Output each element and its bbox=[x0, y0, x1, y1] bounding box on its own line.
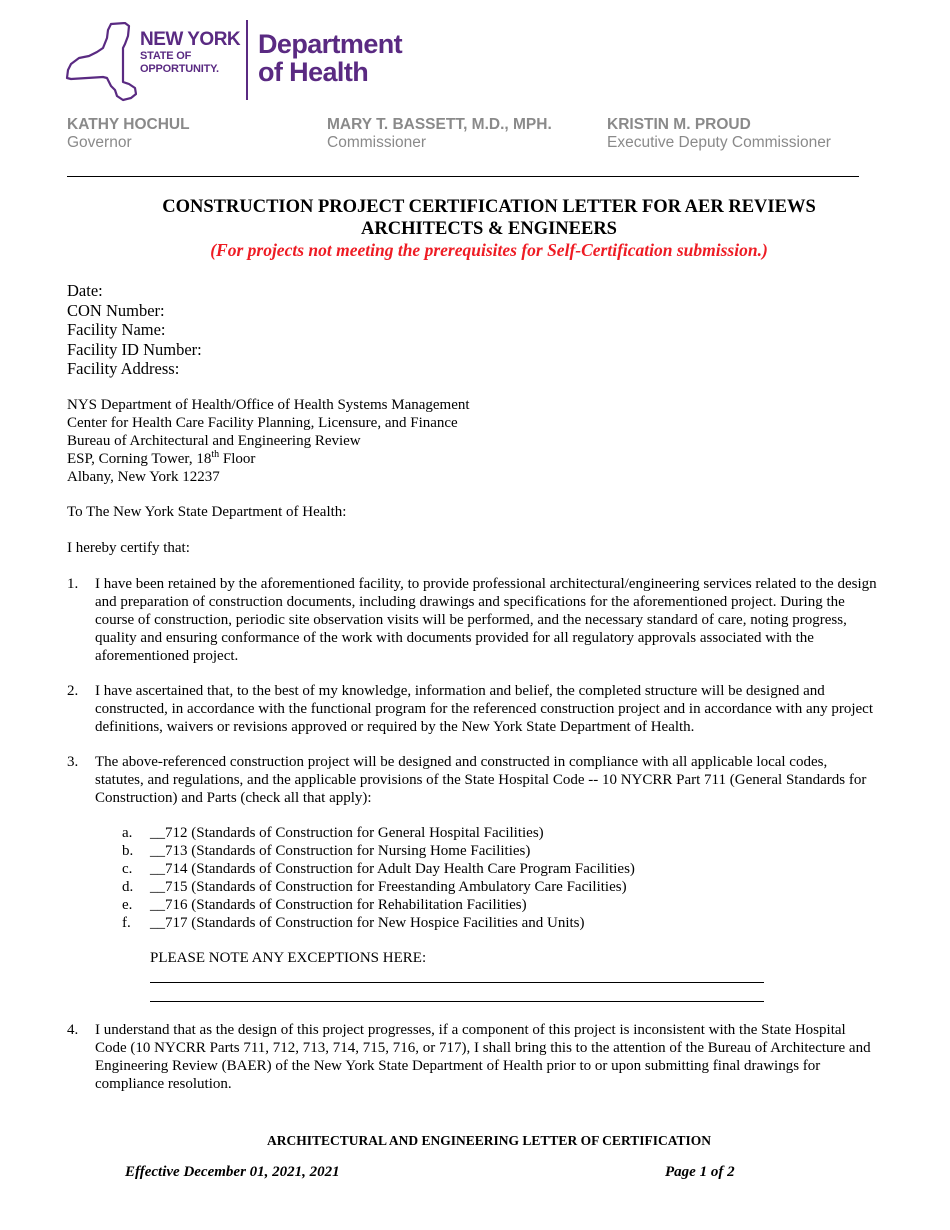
item-text: I have been retained by the aforementioned facility, to provide professional architectural/engineering services related to the design and preparation of construction documents, including drawings and specifications for the aforementioned project. During the course of construction, periodic site observation visits will be performed, and the necessary standard of care, noting progress, quality and ensuring conformance of the work with documents provided for all regulatory approvals associated with the aforementioned project. bbox=[95, 576, 877, 664]
checklist-item: d. __715 (Standards of Construction for Freestanding Ambulatory Care Facilities) bbox=[122, 879, 627, 895]
item-number: 3. bbox=[67, 754, 79, 770]
logo-divider bbox=[246, 20, 248, 100]
nys-wordmark bbox=[140, 30, 240, 75]
official-title: Commissioner bbox=[327, 134, 427, 151]
field-facility-address: Facility Address: bbox=[67, 359, 180, 379]
item-text: I have ascertained that, to the best of my knowledge, information and belief, the completed structure will be designed and constructed, in accordance with the functional program for the referenced construction project and in accordance with any project definitions, waivers or revisions approved or required by the New York State Department of Health. bbox=[95, 683, 873, 735]
list-item-3 bbox=[67, 753, 877, 807]
address-line: Bureau of Architectural and Engineering Review bbox=[67, 433, 361, 449]
nys-doh-logo bbox=[65, 20, 425, 102]
item-number: 2. bbox=[67, 683, 79, 699]
checklist-item: e. __716 (Standards of Construction for Rehabilitation Facilities) bbox=[122, 897, 527, 913]
field-con-number: CON Number: bbox=[67, 300, 165, 320]
field-date: Date: bbox=[67, 281, 103, 300]
checklist-item: c. __714 (Standards of Construction for Adult Day Health Care Program Facilities) bbox=[122, 861, 635, 877]
state-name: NEW YORK bbox=[140, 29, 241, 50]
official-title: Governor bbox=[67, 134, 132, 151]
checklist-item: b. __713 (Standards of Construction for Nursing Home Facilities) bbox=[122, 843, 531, 859]
department-line-2: of Health bbox=[258, 57, 369, 87]
checklist-item: f. __717 (Standards of Construction for New Hospice Facilities and Units) bbox=[122, 915, 585, 931]
page-number: Page 1 of 2 bbox=[665, 1164, 735, 1180]
recipient-address bbox=[67, 396, 470, 486]
form-fields bbox=[67, 281, 202, 379]
item-number: 1. bbox=[67, 576, 79, 592]
official-deputy-commissioner bbox=[607, 116, 831, 152]
official-title: Executive Deputy Commissioner bbox=[607, 134, 831, 151]
exceptions-line-1[interactable] bbox=[150, 982, 764, 983]
salutation: To The New York State Department of Health: bbox=[67, 504, 347, 520]
item-text: I understand that as the design of this project progresses, if a component of this project is inconsistent with the State Hospital Code (10 NYCRR Parts 711, 712, 713, 714, 715, 716, or 717), I shall bring this to the attention of the Bureau of Architecture and Engineering Review (BAER) of the New York State Department of Health prior to or upon submitting final drawings for compliance resolution. bbox=[95, 1022, 871, 1092]
parts-checklist bbox=[122, 824, 635, 932]
footer-title: ARCHITECTURAL AND ENGINEERING LETTER OF CERTIFICATION bbox=[267, 1133, 711, 1148]
official-commissioner bbox=[327, 116, 552, 152]
certify-intro: I hereby certify that: bbox=[67, 540, 190, 556]
state-tagline-1: STATE OF bbox=[140, 50, 192, 62]
address-line: Center for Health Care Facility Planning, Licensure, and Finance bbox=[67, 415, 458, 431]
item-text: The above-referenced construction project will be designed and constructed in compliance with all applicable local codes, statutes, and regulations, and the applicable provisions of the State Hospital Code -- 10 NYCRR Part 711 (General Standards for Construction) and Parts (check all that apply): bbox=[95, 754, 867, 806]
field-facility-name: Facility Name: bbox=[67, 320, 166, 340]
document-subtitle: (For projects not meeting the prerequisites for Self-Certification submission.) bbox=[210, 240, 768, 260]
checklist-item: a. __712 (Standards of Construction for General Hospital Facilities) bbox=[122, 825, 544, 841]
item-number: 4. bbox=[67, 1022, 79, 1038]
official-name: MARY T. BASSETT, M.D., MPH. bbox=[327, 116, 552, 133]
official-name: KRISTIN M. PROUD bbox=[607, 116, 751, 133]
document-title-line-2: ARCHITECTS & ENGINEERS bbox=[361, 219, 617, 239]
field-facility-id: Facility ID Number: bbox=[67, 339, 202, 359]
document-title-line-1: CONSTRUCTION PROJECT CERTIFICATION LETTER FOR AER REVIEWS bbox=[162, 197, 816, 217]
effective-date: Effective December 01, 2021, 2021 bbox=[125, 1164, 340, 1180]
department-wordmark bbox=[258, 30, 402, 86]
address-line: NYS Department of Health/Office of Health Systems Management bbox=[67, 397, 470, 413]
state-tagline-2: OPPORTUNITY. bbox=[140, 63, 219, 75]
address-line: Albany, New York 12237 bbox=[67, 469, 220, 485]
header-divider bbox=[67, 176, 859, 177]
new-york-state-map-icon bbox=[65, 22, 137, 102]
list-item-1 bbox=[67, 575, 877, 665]
list-item-2 bbox=[67, 682, 877, 736]
list-item-4 bbox=[67, 1021, 877, 1093]
address-line: ESP, Corning Tower, 18th Floor bbox=[67, 449, 256, 467]
exceptions-label: PLEASE NOTE ANY EXCEPTIONS HERE: bbox=[150, 950, 427, 966]
official-governor bbox=[67, 116, 190, 152]
exceptions-line-2[interactable] bbox=[150, 1001, 764, 1002]
official-name: KATHY HOCHUL bbox=[67, 116, 190, 133]
department-line-1: Department bbox=[258, 29, 403, 59]
